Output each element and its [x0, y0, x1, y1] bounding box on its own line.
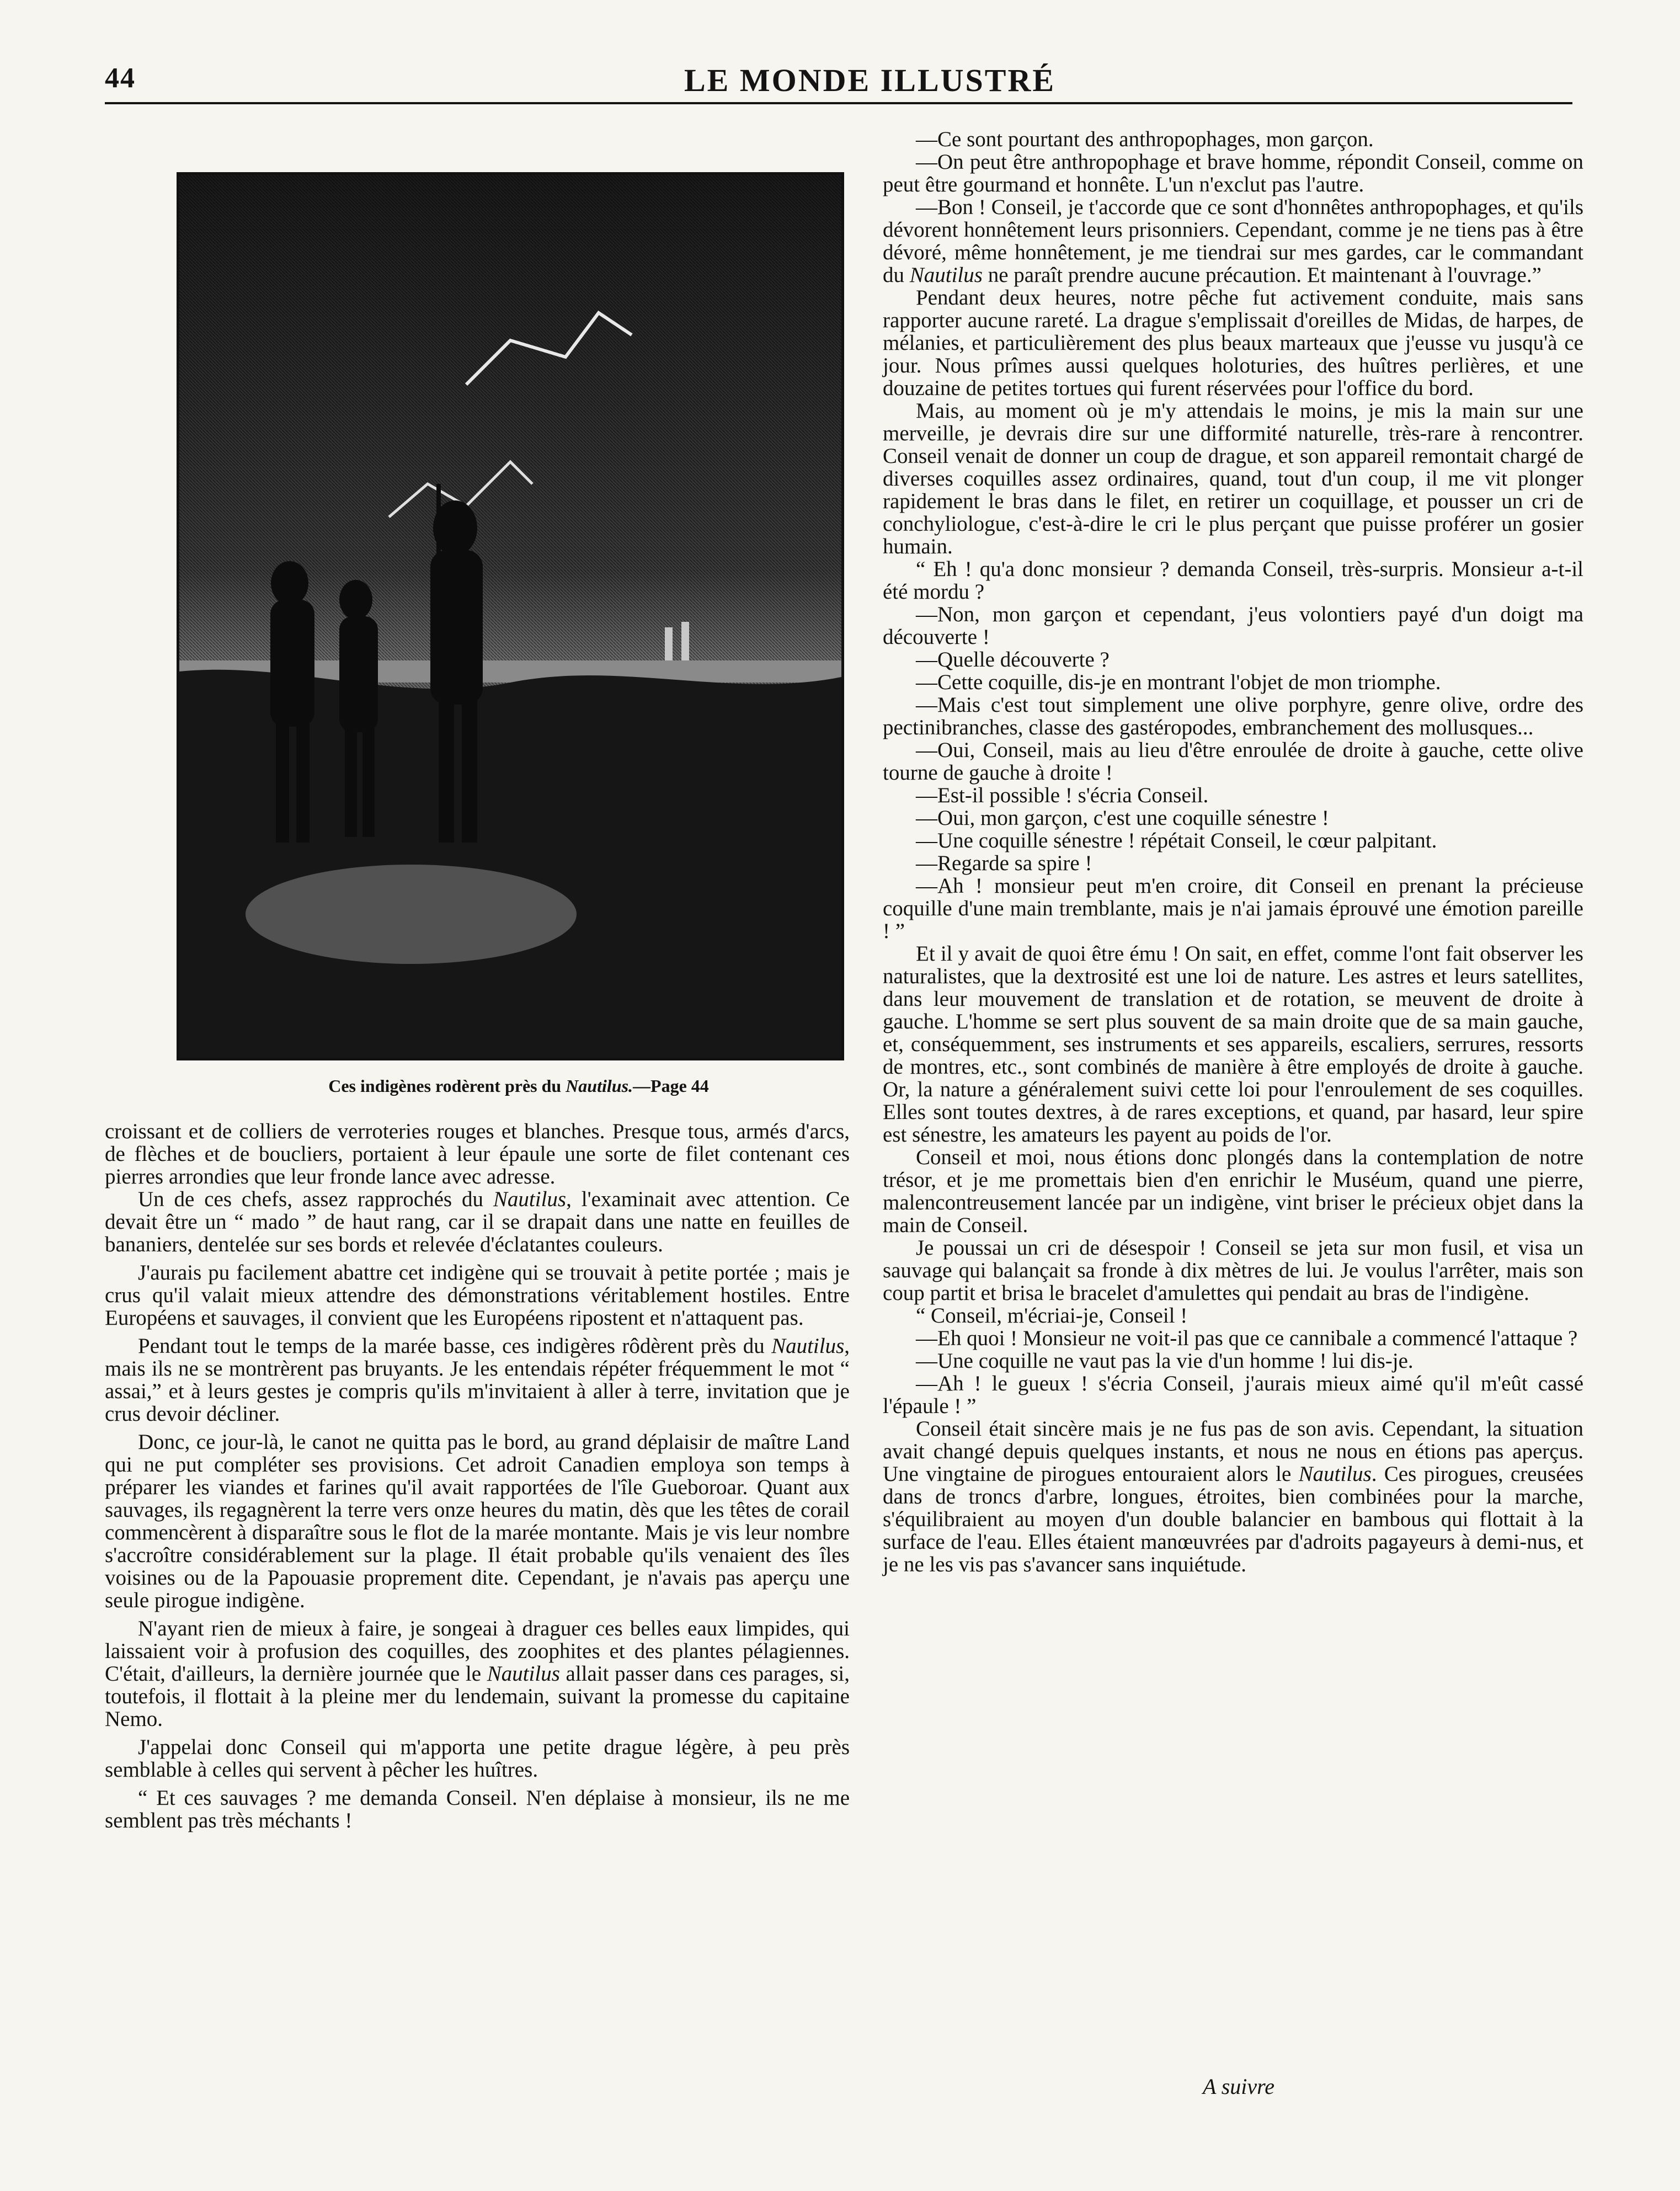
- engraving-image: [179, 175, 841, 1058]
- paragraph: —Est-il possible ! s'écria Conseil.: [916, 783, 1209, 807]
- paragraph: croissant et de colliers de verroteries rouges et blanches. Presque tous, armés d'arcs, de flèches et de boucliers, portaient à leur épaule une sorte de filet contenant ces pierres arrondies que leur fronde lance avec adresse.: [105, 1120, 850, 1188]
- engraving-illustration: [177, 172, 844, 1060]
- paragraph: —Regarde sa spire !: [916, 851, 1092, 875]
- caption-ship-name: Nautilus.: [566, 1076, 633, 1096]
- paragraph: Conseil et moi, nous étions donc plongés dans la contemplation de notre trésor, et je me promettais bien d'en enrichir le Muséum, quand une pierre, malencontreusement lancée par un indigène, vint briser le précieux objet dans la main de Conseil.: [883, 1145, 1583, 1237]
- paragraph: “ Et ces sauvages ? me demanda Conseil. N'en déplaise à monsieur, ils ne me semblent pas très méchants !: [105, 1786, 850, 1832]
- paragraph: —Ah ! le gueux ! s'écria Conseil, j'aurais mieux aimé qu'il m'eût cassé l'épaule ! ”: [883, 1372, 1583, 1418]
- paragraph: —Bon ! Conseil, je t'accorde que ce sont d'honnêtes anthropophages, et qu'ils dévorent honnêtement leurs prisonniers. Cependant, comme je ne tiens pas à être dévoré, même honnêtement, je me tiendrai sur mes gardes, car le commandant du Nautilus ne paraît prendre aucune précaution. Et maintenant à l'ouvrage.”: [883, 195, 1583, 287]
- paragraph: —Une coquille sénestre ! répétait Conseil, le cœur palpitant.: [916, 829, 1437, 852]
- paragraph: Et il y avait de quoi être ému ! On sait, en effet, comme l'ont fait observer les naturalistes, que la dextrosité est une loi de nature. Les astres et leurs satellites, dans leur mouvement de translation et de rotation, se meuvent de droite à gauche. L'homme se sert plus souvent de sa main droite que de sa main gauche, et, conséquemment, ses instruments et ses appareils, escaliers, serrures, ressorts de montres, etc., sont combinés de manière à être employés de droite à gauche. Or, la nature a généralement suivi cette loi pour l'enroulement de ses coquilles. Elles sont toutes dextres, à de rares exceptions, et quand, par hasard, leur spire est sénestre, les amateurs les payent au poids de l'or.: [883, 942, 1583, 1147]
- paragraph: Pendant deux heures, notre pêche fut activement conduite, mais sans rapporter aucune rareté. La drague s'emplissait d'oreilles de Midas, de harpes, de mélanies, et particulièrement des plus beaux marteaux que j'eusse vu jusqu'à ce jour. Nous prîmes aussi quelques holoturies, des huîtres perlières, et une douzaine de petites tortues qui furent réservées pour l'office du bord.: [883, 286, 1583, 400]
- paragraph: Je poussai un cri de désespoir ! Conseil se jeta sur mon fusil, et visa un sauvage qui balançait sa fronde à dix mètres de lui. Je voulus l'arrêter, mais son coup partit et brisa le bracelet d'amulettes qui pendait au bras de l'indigène.: [883, 1236, 1583, 1305]
- paragraph: J'appelai donc Conseil qui m'apporta une petite drague légère, à peu près semblable à celles qui servent à pêcher les huîtres.: [105, 1735, 850, 1782]
- paragraph: —Eh quoi ! Monsieur ne voit-il pas que ce cannibale a commencé l'attaque ?: [916, 1326, 1578, 1350]
- paragraph: —On peut être anthropophage et brave homme, répondit Conseil, comme on peut être gourmand et honnête. L'un n'exclut pas l'autre.: [883, 150, 1583, 196]
- paragraph: —Cette coquille, dis-je en montrant l'objet de mon triomphe.: [916, 670, 1441, 694]
- paragraph: —Une coquille ne vaut pas la vie d'un homme ! lui dis-je.: [916, 1349, 1414, 1373]
- paragraph: —Quelle découverte ?: [916, 648, 1110, 671]
- page-number: 44: [105, 62, 136, 94]
- caption-lead: Ces indigènes rodèrent près du: [328, 1076, 562, 1096]
- paragraph: Conseil était sincère mais je ne fus pas de son avis. Cependant, la situation avait changé depuis quelques instants, et nous ne nous en étions pas aperçus. Une vingtaine de pirogues entouraient alors le Nautilus. Ces pirogues, creusées dans de troncs d'arbre, longues, étroites, bien combinées pour la marche, s'équilibraient au moyen d'un double balancier en bambous qui flottait à la surface de l'eau. Elles étaient manœuvrées par d'adroits pagayeurs à demi-nus, et je ne les vis pas s'avancer sans inquiétude.: [883, 1417, 1583, 1576]
- paragraph: —Non, mon garçon et cependant, j'eus volontiers payé d'un doigt ma découverte !: [883, 603, 1583, 649]
- paragraph: “ Eh ! qu'a donc monsieur ? demanda Conseil, très-surpris. Monsieur a-t-il été mordu ?: [883, 557, 1583, 604]
- paragraph: Donc, ce jour-là, le canot ne quitta pas le bord, au grand déplaisir de maître Land qui ne put compléter ses provisions. Cet adroit Canadien employa son temps à préparer les viandes et farines qu'il avait rapportées de l'île Gueboroar. Quant aux sauvages, ils regagnèrent la terre vers onze heures du matin, dès que les têtes de corail commencèrent à disparaître sous le flot de la marée montante. Mais je vis leur nombre s'accroître considérablement sur la plage. Il était probable qu'ils venaient des îles voisines ou de la Papouasie proprement dite. Cependant, je n'avais pas aperçu une seule pirogue indigène.: [105, 1430, 850, 1612]
- paragraph: Un de ces chefs, assez rapprochés du Nautilus, l'examinait avec attention. Ce devait être un “ mado ” de haut rang, car il se drapait dans une natte en feuilles de bananiers, dentelée sur ses bords et relevée d'éclatantes couleurs.: [105, 1187, 850, 1256]
- masthead-title: LE MONDE ILLUSTRÉ: [684, 62, 1056, 98]
- paragraph: Pendant tout le temps de la marée basse, ces indigères rôdèrent près du Nautilus, mais ils ne se montrèrent pas bruyants. Je les entendais répéter fréquemment le mot “ assai,” et à leurs gestes je compris qu'ils m'invitaient à aller à terre, invitation que je crus devoir décliner.: [105, 1334, 850, 1426]
- caption-page-ref: —Page 44: [633, 1076, 709, 1096]
- left-column: [105, 1120, 850, 1837]
- paragraph: —Ah ! monsieur peut m'en croire, dit Conseil en prenant la précieuse coquille d'une main tremblante, mais je n'ai jamais éprouvé une émotion pareille ! ”: [883, 874, 1583, 943]
- paragraph: —Oui, mon garçon, c'est une coquille sénestre !: [916, 806, 1329, 830]
- paragraph: Mais, au moment où je m'y attendais le moins, je mis la main sur une merveille, je devrais dire sur une difformité naturelle, très-rare à rencontrer. Conseil venait de donner un coup de drague, et son appareil remontait chargé de diverses coquilles assez ordinaires, quand, tout d'un coup, il me vit plonger rapidement le bras dans le filet, en retirer un coquillage, et pousser un cri de conchyliologue, c'est-à-dire le cri le plus perçant que puisse proférer un gosier humain.: [883, 399, 1583, 558]
- paragraph: —Mais c'est tout simplement une olive porphyre, genre olive, ordre des pectinibranches, classe des gastéropodes, embranchement des mollusques...: [883, 693, 1583, 739]
- paragraph: —Ce sont pourtant des anthropophages, mon garçon.: [916, 127, 1374, 151]
- paragraph: —Oui, Conseil, mais au lieu d'être enroulée de droite à gauche, cette olive tourne de gauche à droite !: [883, 738, 1583, 785]
- header-rule: [105, 102, 1572, 104]
- paragraph: N'ayant rien de mieux à faire, je songeai à draguer ces belles eaux limpides, qui laissaient voir à profusion des coquilles, des zoophites et des plantes pélagiennes. C'était, d'ailleurs, la dernière journée que le Nautilus allait passer dans ces parages, si, toutefois, il flottait à la pleine mer du lendemain, suivant la promesse du capitaine Nemo.: [105, 1617, 850, 1731]
- paragraph: “ Conseil, m'écriai-je, Conseil !: [916, 1304, 1188, 1328]
- illustration-caption: [243, 1076, 794, 1096]
- right-column: [883, 128, 1583, 1576]
- to-be-continued: A suivre: [1203, 2074, 1274, 2099]
- paragraph: J'aurais pu facilement abattre cet indigène qui se trouvait à petite portée ; mais je crus qu'il valait mieux attendre des démonstrations véritablement hostiles. Entre Européens et sauvages, il convient que les Européens ripostent et n'attaquent pas.: [105, 1261, 850, 1330]
